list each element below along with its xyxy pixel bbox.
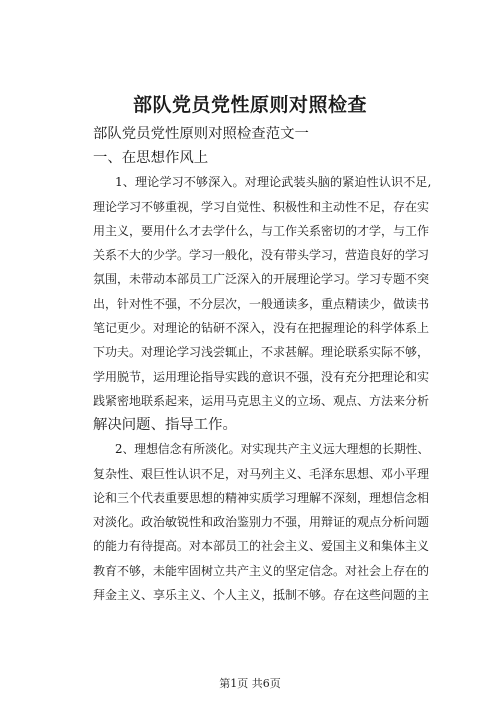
paragraph-line: 1、理论学习不够深入。对理论武装头脑的紧迫性认识不足, — [115, 175, 432, 189]
paragraph-line: 氛围，未带动本部员工广泛深入的开展理论学习。学习专题不突 — [93, 272, 430, 286]
paragraph-line: 2、理想信念有所淡化。对实现共产主义远大理想的长期性、 — [115, 442, 430, 456]
paragraph-line: 践紧密地联系起来，运用马克思主义的立场、观点、方法来分析 — [93, 394, 430, 408]
paragraph-line: 用主义，要用什么才去学什么，与工作关系密切的才学，与工作 — [93, 224, 430, 238]
paragraph-line: 出，针对性不强，不分层次，一般通读多，重点精读少，做读书 — [93, 297, 430, 311]
page-footer: 第1页 共6页 — [219, 677, 281, 690]
paragraph-line: 复杂性、艰巨性认识不足，对马列主义、毛泽东思想、邓小平理 — [93, 467, 430, 481]
paragraph-line: 理论学习不够重视，学习自觉性、积极性和主动性不足，存在实 — [93, 200, 430, 214]
document-subtitle: 部队党员党性原则对照检查范文一 — [93, 126, 309, 142]
section-heading: 一、在思想作风上 — [93, 150, 209, 166]
paragraph-line: 笔记更少。对理论的钻研不深入，没有在把握理论的科学体系上 — [93, 321, 430, 335]
paragraph-line: 下功夫。对理论学习浅尝辄止，不求甚解。理论联系实际不够， — [93, 345, 430, 359]
document-title: 部队党员党性原则对照检查 — [132, 94, 367, 116]
paragraph-line: 的能力有待提高。对本部员工的社会主义、爱国主义和集体主义 — [93, 539, 430, 553]
paragraph-line: 论和三个代表重要思想的精神实质学习理解不深刻，理想信念相 — [93, 491, 430, 505]
paragraph-line: 对淡化。政治敏锐性和政治鉴别力不强，用辩证的观点分析问题 — [93, 515, 430, 529]
paragraph-line: 关系不大的少学。学习一般化，没有带头学习，营造良好的学习 — [93, 248, 430, 262]
paragraph-line: 学用脱节，运用理论指导实践的意识不强，没有充分把理论和实 — [93, 370, 430, 384]
paragraph-line: 教育不够，未能牢固树立共产主义的坚定信念。对社会上存在的 — [93, 564, 430, 578]
paragraph-line: 解决问题、指导工作。 — [93, 417, 237, 433]
paragraph-line: 拜金主义、享乐主义、个人主义，抵制不够。存在这些问题的主 — [93, 588, 430, 602]
